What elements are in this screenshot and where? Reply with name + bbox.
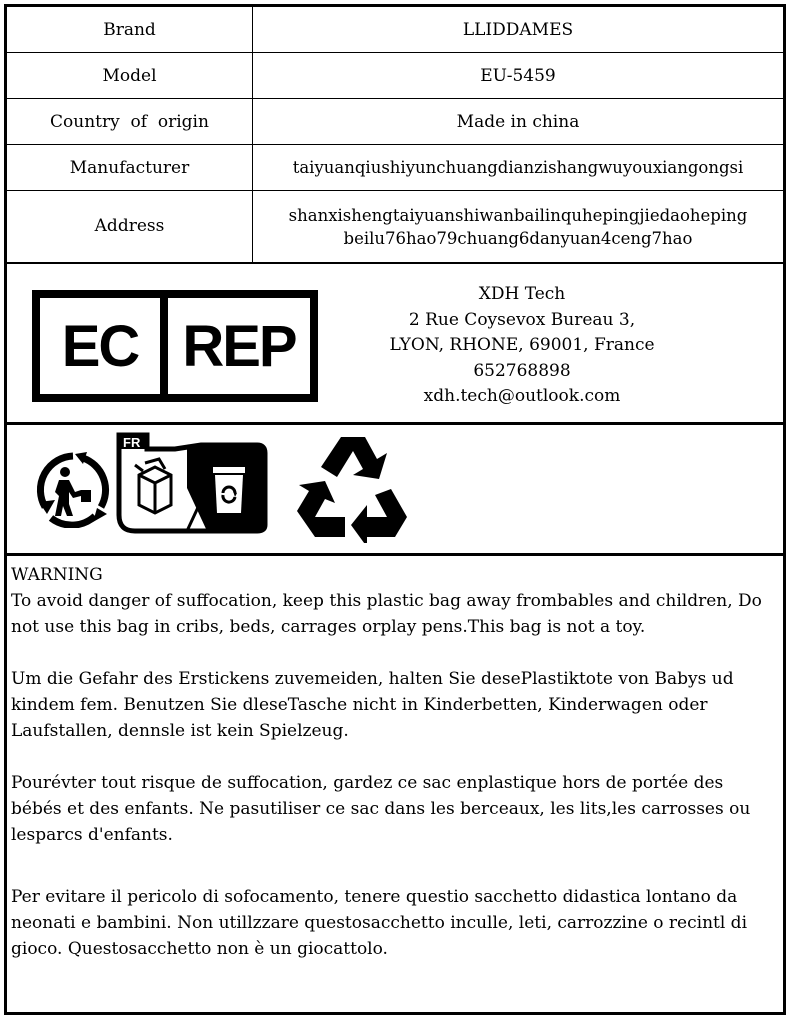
ec-rep-section bbox=[7, 263, 783, 425]
warning-title: WARNING bbox=[11, 565, 103, 585]
triman-fr-sorting-icon bbox=[115, 431, 269, 535]
warning-section bbox=[7, 556, 783, 962]
warning-french: Pourévter tout risque de suffocation, gardez ce sac enplastique hors de portée des bébés et des enfants. Ne pasutiliser ce sac dans les berceaux, les lits,les carrosses ou lesparcs d'enfants. bbox=[11, 773, 751, 845]
svg-text:FR: FR bbox=[123, 435, 141, 450]
model-value: EU-5459 bbox=[253, 53, 784, 99]
address-value bbox=[253, 191, 784, 263]
ec-rep-company: XDH Tech bbox=[478, 284, 566, 304]
address-line-2: beilu76hao79chuang6danyuan4ceng7hao bbox=[343, 228, 693, 248]
ec-rep-street: 2 Rue Coysevox Bureau 3, bbox=[408, 309, 636, 330]
address-line-1: shanxishengtaiyuanshiwanbailinquhepingjiedaoheping bbox=[288, 205, 748, 225]
warning-german: Um die Gefahr des Erstickens zuvemeiden, halten Sie desePlastiktote von Babys ud kindem fem. Benutzen Sie dleseTasche nicht in Kinderbetten, Kinderwagen oder Laufstallen, dennsle ist kein Spielzeug. bbox=[11, 669, 734, 741]
warning-italian: Per evitare il pericolo di sofocamento, tenere questio sacchetto didastica lontano da neonati e bambini. Non utillzzare questosacchetto inculle, leti, carrozzine o recintl di gioco. Questosacchetto non è un giocattolo. bbox=[11, 887, 748, 959]
ec-rep-city: LYON, RHONE, 69001, France bbox=[389, 335, 655, 355]
table-row bbox=[7, 7, 783, 53]
ec-rep-phone: 652768898 bbox=[473, 360, 571, 381]
product-label-sheet bbox=[4, 4, 786, 1015]
country-label: Country of origin bbox=[7, 99, 253, 145]
ec-rep-logo-ec: EC bbox=[40, 298, 168, 394]
manufacturer-value: taiyuanqiushiyunchuangdianzishangwuyouxiangongsi bbox=[253, 145, 784, 191]
ec-rep-logo-rep: REP bbox=[182, 313, 296, 379]
address-label: Address bbox=[7, 191, 253, 263]
table-row bbox=[7, 99, 783, 145]
brand-value: LLIDDAMES bbox=[253, 7, 784, 53]
ec-rep-email: xdh.tech@outlook.com bbox=[423, 386, 621, 406]
ec-rep-address bbox=[357, 282, 687, 410]
disposal-symbols-section bbox=[7, 425, 783, 556]
table-row bbox=[7, 145, 783, 191]
tidyman-recycle-icon bbox=[35, 452, 111, 528]
manufacturer-label: Manufacturer bbox=[7, 145, 253, 191]
table-row bbox=[7, 191, 783, 263]
country-value: Made in china bbox=[253, 99, 784, 145]
warning-english: To avoid danger of suffocation, keep this plastic bag away frombables and children, Do not use this bag in cribs, beds, carrages orplay pens.This bag is not a toy. bbox=[11, 591, 762, 637]
model-label: Model bbox=[7, 53, 253, 99]
table-row bbox=[7, 53, 783, 99]
brand-label: Brand bbox=[7, 7, 253, 53]
ec-rep-logo bbox=[32, 290, 318, 402]
recycle-arrows-icon bbox=[295, 433, 411, 543]
spec-table bbox=[7, 7, 783, 263]
